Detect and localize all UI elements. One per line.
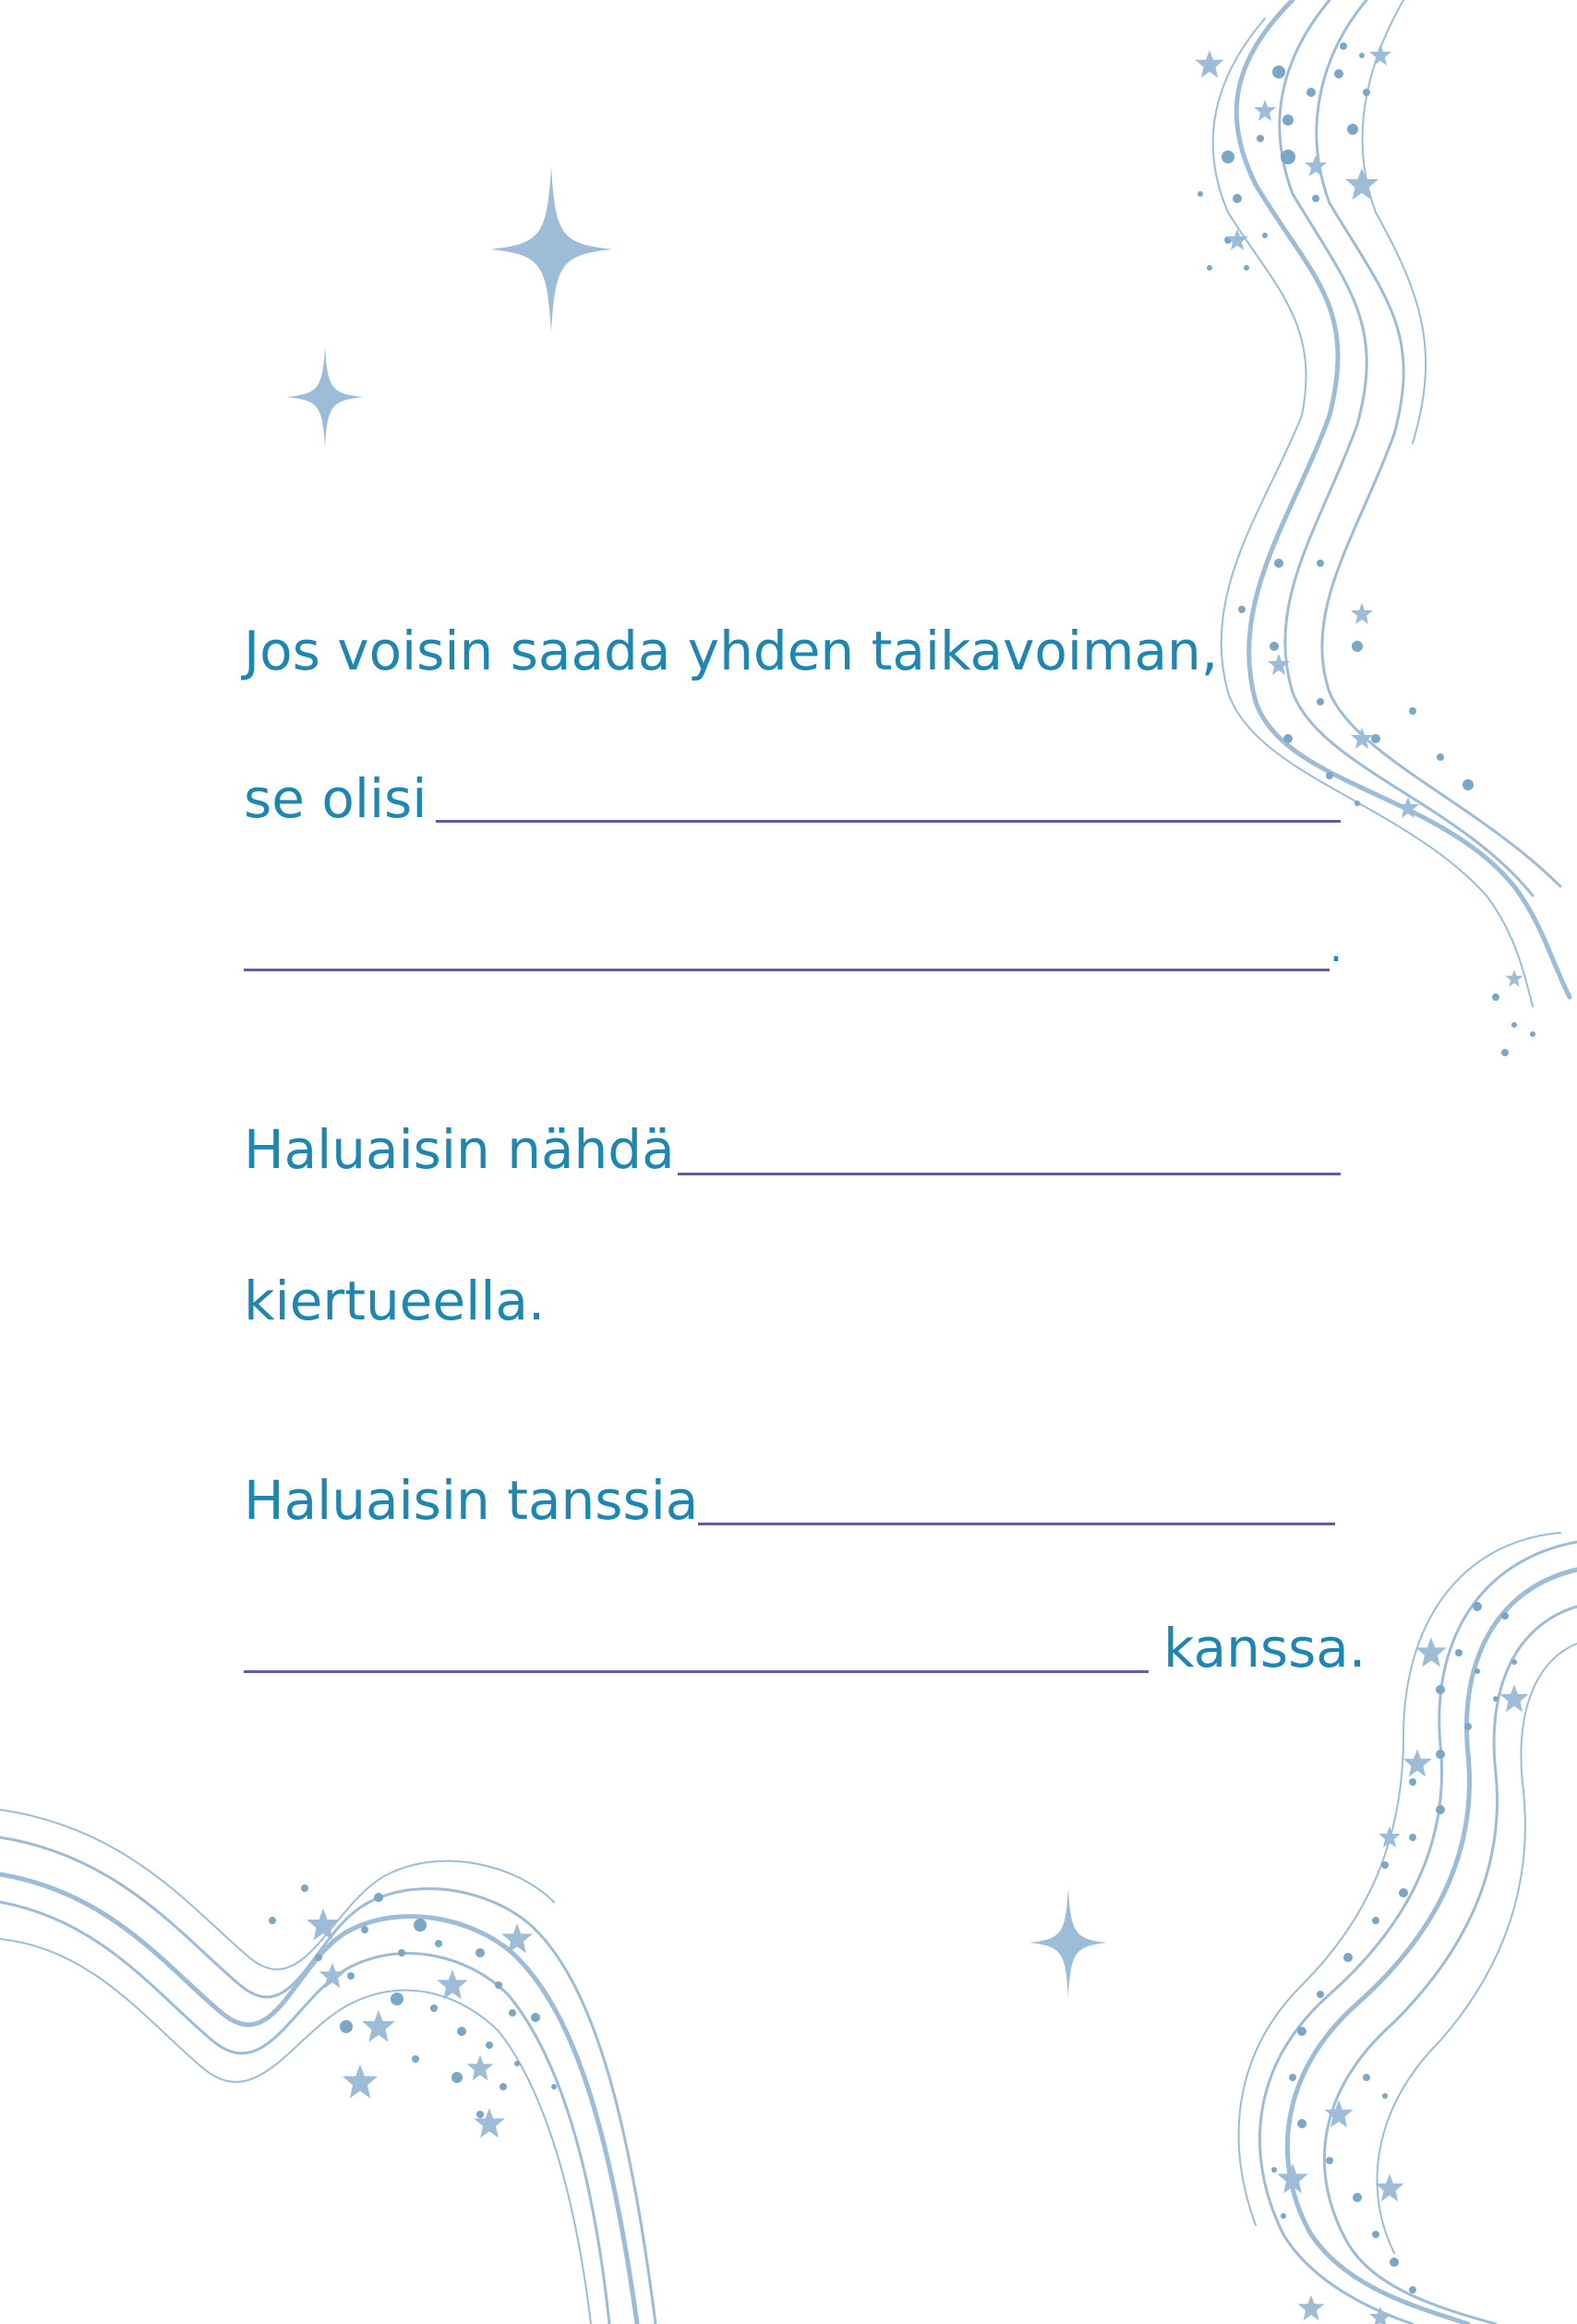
answer-line-dance-partner-1[interactable]	[698, 1523, 1335, 1525]
sparkle-star-icon	[1029, 1887, 1107, 1998]
prompt-se-olisi-label: se olisi	[244, 767, 427, 830]
prompt-haluaisin-nahda-label: Haluaisin nähdä	[244, 1118, 675, 1181]
prompt-kiertueella: kiertueella.	[244, 1270, 546, 1332]
answer-line-tour-artist[interactable]	[678, 1173, 1341, 1175]
swirl-ribbon-decoration	[1213, 0, 1570, 1006]
answer-line-magic-power-2[interactable]	[244, 969, 1330, 971]
prompt-kanssa: kanssa.	[1163, 1617, 1366, 1680]
answer-line-dance-partner-2[interactable]	[244, 1670, 1149, 1673]
prompt-magic-power: Jos voisin saada yhden taikavoiman,	[244, 620, 1219, 682]
sparkle-star-icon	[286, 347, 364, 447]
answer-line-magic-power-1[interactable]	[436, 820, 1341, 823]
sparkle-star-icon	[490, 166, 612, 332]
period-mark: .	[1330, 924, 1342, 971]
swirl-ribbon-decoration	[0, 1810, 656, 2324]
prompt-haluaisin-tanssia-label: Haluaisin tanssia	[244, 1469, 699, 1532]
